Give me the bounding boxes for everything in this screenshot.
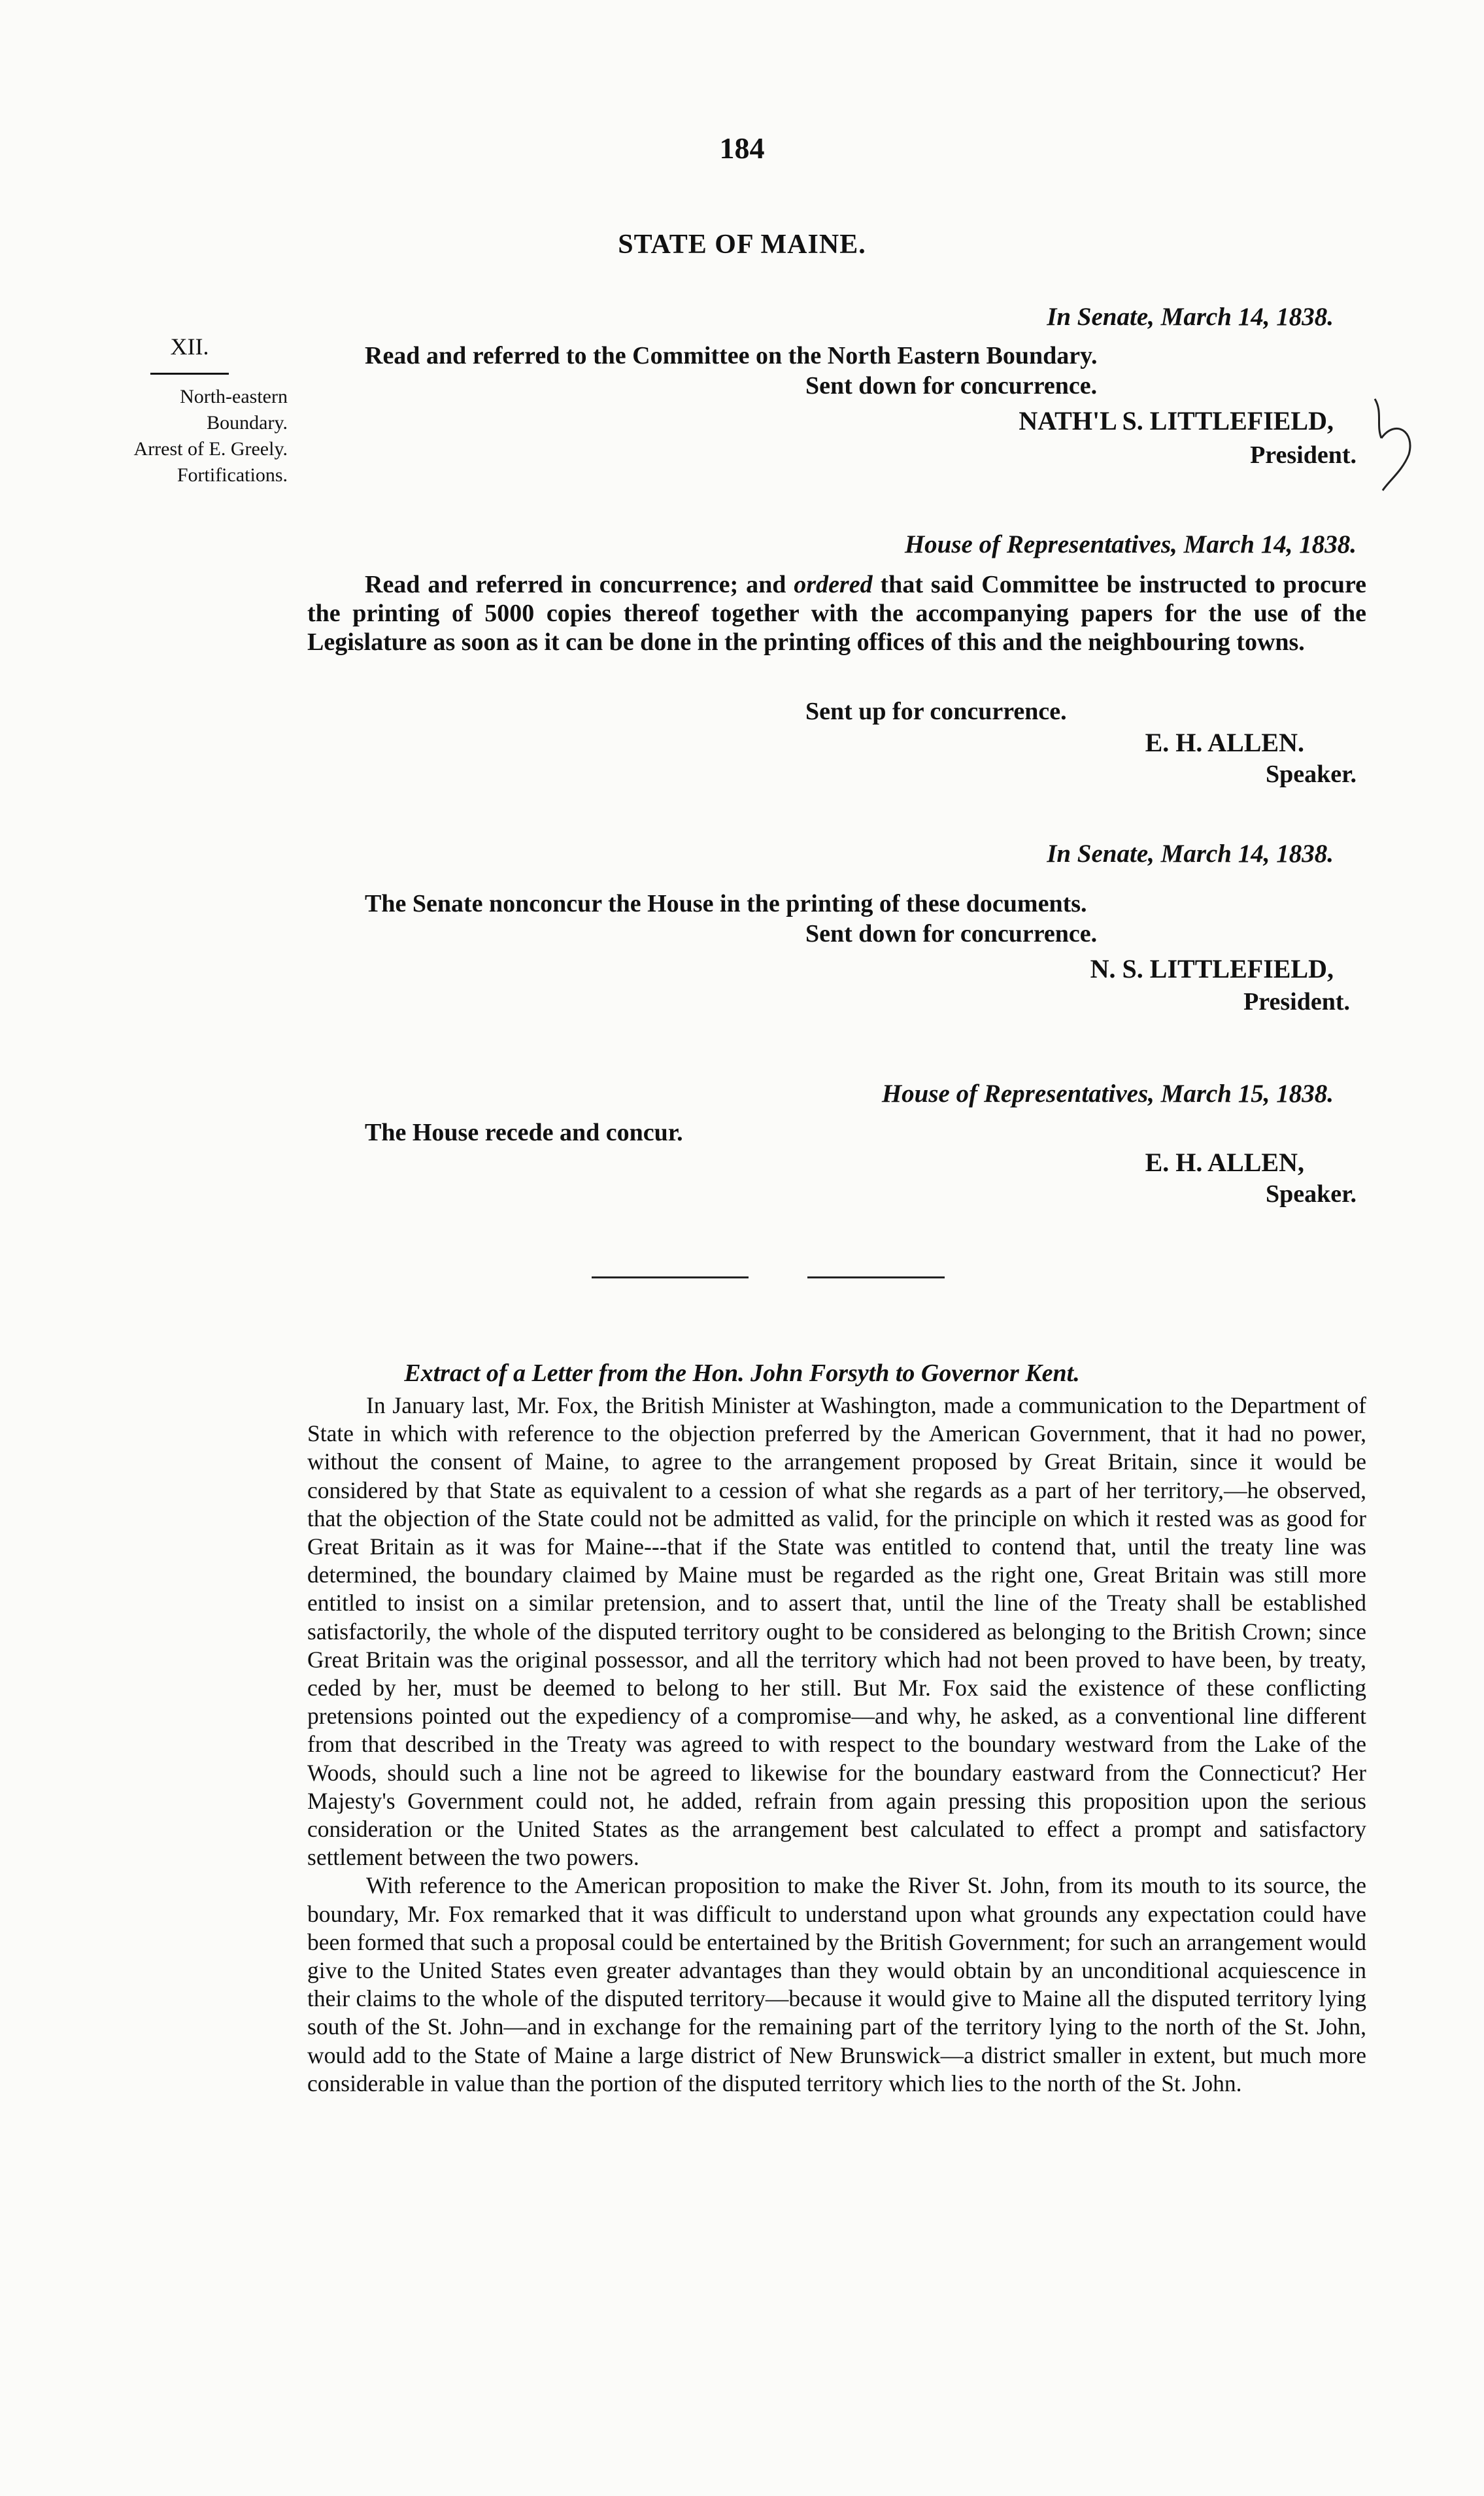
margin-note-line: Fortifications. xyxy=(177,464,288,486)
house-entry-2-role: Speaker. xyxy=(1265,1180,1357,1208)
house-entry-1-sent: Sent up for concurrence. xyxy=(805,698,1067,725)
margin-note-line: Arrest of E. Greely. xyxy=(133,438,288,460)
handwritten-bracket-mark xyxy=(1370,392,1428,497)
senate-entry-1-heading: In Senate, March 14, 1838. xyxy=(1047,303,1334,331)
margin-note-rule xyxy=(150,373,229,375)
house-entry-1-heading: House of Representatives, March 14, 1838. xyxy=(904,530,1357,558)
letter-paragraph: With reference to the American proposition to make the River St. John, from its mouth to its source, the boundary, Mr. Fox remarked that it was difficult to understand upon what grounds any expectation could have been formed that such a proposal could be entertained by the British Government; for such an arrangement would give to the United States even greater advantages than they would obtain by an unconditional acquiescence in their claims to the whole of the disputed territory—because it would give to Maine all the disputed territory lying south of the St. John—and in exchange for the remaining part of the territory lying to the north of the St. John, would add to the State of Maine a large district of New Brunswick—a district smaller in extent, but much more considerable in value than the portion of the disputed territory which lies to the north of the St. John. xyxy=(307,1872,1366,2096)
letter-paragraph: In January last, Mr. Fox, the British Minister at Washington, made a communication to the Department of State in which with reference to the objection preferred by the American Government, that it had no power, without the consent of Maine, to agree to the arrangement proposed by Great Britain, since it would be considered by that State as equivalent to a cession of what she regards as a part of her territory,—he observed, that the objection of the State could not be admitted as valid, for the principle on which it rested was as good for Great Britain as it was for Maine---that if the State was entitled to contend that, until the treaty line was determined, the boundary claimed by Maine must be regarded as the right one, Great Britain was still more entitled to insist on a similar pretension, and to assert that, until the line of the Treaty shall be established satisfactorily, the whole of the disputed territory ought to be considered as belonging to the British Crown; since Great Britain was the original possessor, and all the territory which had not been proved to have been, by treaty, ceded by her, must be deemed to belong to her still. But Mr. Fox said the existence of these conflicting pretensions pointed out the expediency of a compromise—and why, he asked, as a conventional line different from that described in the Treaty was agreed to with respect to the boundary westward from the Lake of the Woods, should such a line not be agreed to likewise for the boundary eastward from the Connecticut? Her Majesty's Government could not, he added, refrain from again pressing this proposition upon the serious consideration or the United States as the arrangement best calculated to effect a prompt and satisfactory settlement between the two powers. xyxy=(307,1392,1366,1871)
margin-note-line: Boundary. xyxy=(207,412,288,434)
house-entry-2-heading: House of Representatives, March 15, 1838. xyxy=(881,1080,1334,1108)
extract-title: Extract of a Letter from the Hon. John Forsyth to Governor Kent. xyxy=(404,1359,1080,1387)
divider-right xyxy=(807,1276,945,1278)
senate-entry-1-sent: Sent down for concurrence. xyxy=(805,372,1098,400)
margin-note-line: North-eastern xyxy=(180,386,288,407)
divider-left xyxy=(592,1276,749,1278)
senate-entry-2-heading: In Senate, March 14, 1838. xyxy=(1047,840,1334,868)
senate-entry-1-role: President. xyxy=(1250,441,1357,469)
page-number: 184 xyxy=(719,131,765,165)
senate-entry-2-text: The Senate nonconcur the House in the printing of these documents. xyxy=(365,890,1087,917)
margin-note-number: XII. xyxy=(170,333,209,360)
page-title: STATE OF MAINE. xyxy=(618,230,866,260)
margin-note xyxy=(92,333,288,488)
senate-entry-1-text: Read and referred to the Committee on the North Eastern Boundary. xyxy=(365,342,1098,369)
senate-entry-2-role: President. xyxy=(1243,988,1350,1016)
senate-entry-2-signer: N. S. LITTLEFIELD, xyxy=(1090,954,1334,983)
house-entry-2-signer: E. H. ALLEN, xyxy=(1145,1148,1304,1177)
house-entry-1-role: Speaker. xyxy=(1265,761,1357,788)
letter-body xyxy=(307,1392,1366,2098)
house-entry-1-signer: E. H. ALLEN. xyxy=(1145,728,1304,757)
house-entry-2-text: The House recede and concur. xyxy=(365,1119,683,1146)
senate-entry-2-sent: Sent down for concurrence. xyxy=(805,920,1098,948)
house-entry-1-text: Read and referred in concurrence; and ordered that said Committee be instructed to procure the printing of 5000 copies thereof together with the accompanying papers for the use of the Legislature as soon as it can be done in the printing offices of this and the neighbouring towns. xyxy=(307,571,1367,656)
senate-entry-1-signer: NATH'L S. LITTLEFIELD, xyxy=(1019,406,1334,436)
